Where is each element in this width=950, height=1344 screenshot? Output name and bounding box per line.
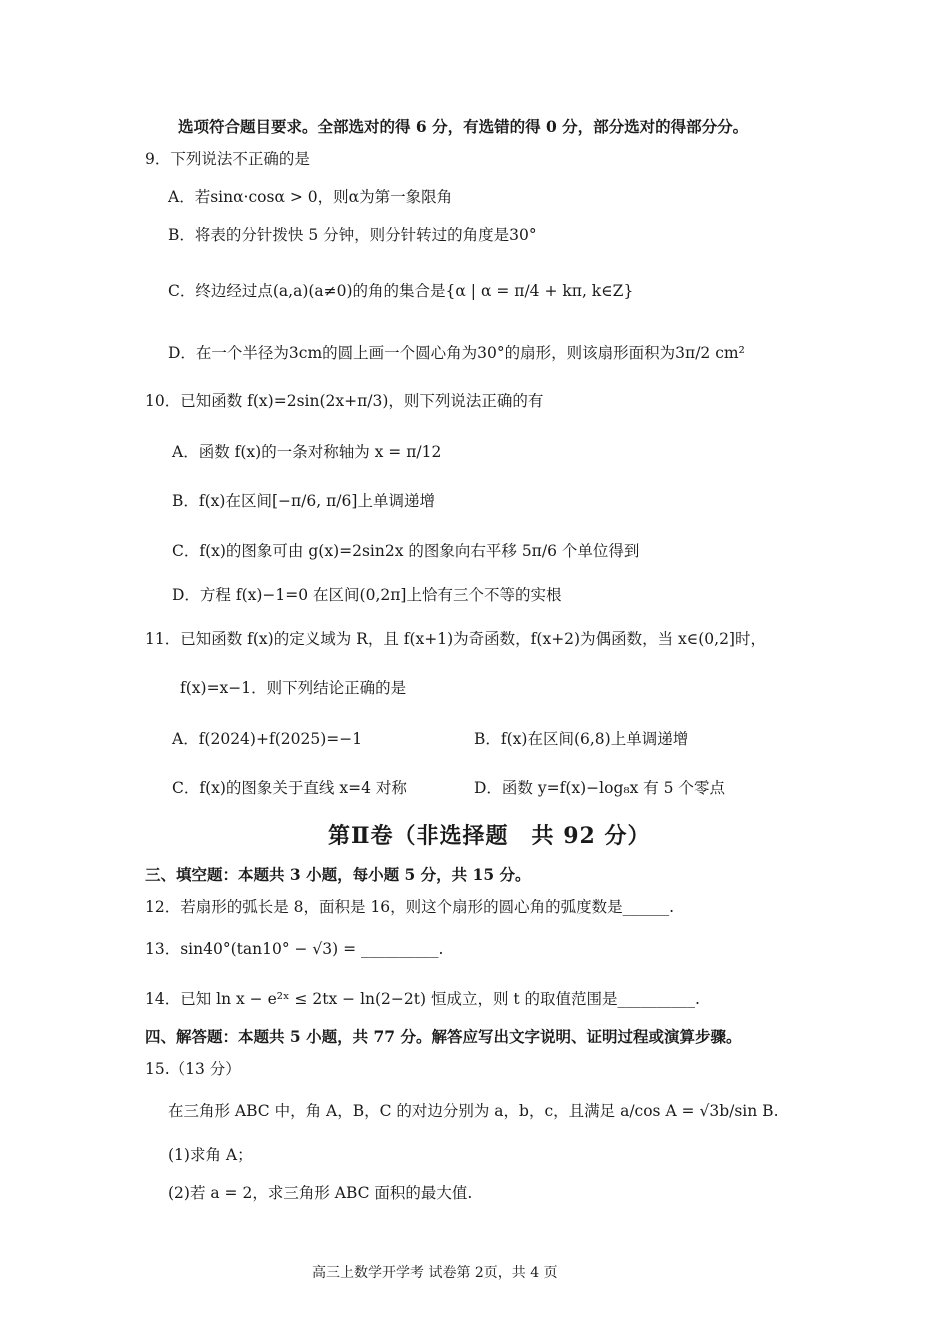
part-4-heading: 四、解答题：本题共 5 小题，共 77 分。解答应写出文字说明、证明过程或演算步骤。 [145,1027,742,1046]
question-9-option-c: C．终边经过点(a,a)(a≠0)的角的集合是{α | α = π/4 + kπ, k∈Z} [168,282,634,300]
question-11-stem: 11．已知函数 f(x)的定义域为 R，且 f(x+1)为奇函数，f(x+2)为偶函数，当 x∈(0,2]时， [145,630,766,648]
question-13: 13．sin40°(tan10° − √3) = __________. [145,940,444,958]
question-11-option-d: D．函数 y=f(x)−log₈x 有 5 个零点 [474,779,725,797]
part-3-heading: 三、填空题：本题共 3 小题，每小题 5 分，共 15 分。 [145,865,531,884]
page-footer: 高三上数学开学考 试卷第 2页，共 4 页 [312,1265,558,1281]
question-9-option-b: B．将表的分针拨快 5 分钟，则分针转过的角度是30° [168,226,537,244]
question-10-option-d: D．方程 f(x)−1=0 在区间(0,2π]上恰有三个不等的实根 [172,586,562,604]
question-15-label: 15.（13 分） [145,1060,241,1078]
question-11-option-a: A．f(2024)+f(2025)=−1 [172,730,363,748]
question-12: 12．若扇形的弧长是 8，面积是 16，则这个扇形的圆心角的弧度数是______. [145,898,675,916]
question-11-option-b: B．f(x)在区间(6,8)上单调递增 [474,730,689,748]
question-15-stem: 在三角形 ABC 中，角 A，B，C 的对边分别为 a，b，c，且满足 a/cos A = √3b/sin B. [168,1102,779,1120]
question-14: 14．已知 ln x − e²ˣ ≤ 2tx − ln(2−2t) 恒成立，则 t 的取值范围是__________. [145,990,700,1008]
question-15-part-2: (2)若 a = 2，求三角形 ABC 面积的最大值. [168,1184,473,1202]
question-9-option-a: A．若sinα·cosα > 0，则α为第一象限角 [168,188,453,206]
question-15-part-1: (1)求角 A； [168,1146,253,1164]
question-9-stem: 9．下列说法不正确的是 [145,150,310,168]
question-11-option-c: C．f(x)的图象关于直线 x=4 对称 [172,779,407,797]
question-11-stem-continued: f(x)=x−1．则下列结论正确的是 [180,679,407,697]
question-10-option-b: B．f(x)在区间[−π/6, π/6]上单调递增 [172,492,435,510]
question-10-option-a: A．函数 f(x)的一条对称轴为 x = π/12 [172,443,442,461]
question-10-stem: 10．已知函数 f(x)=2sin(2x+π/3)，则下列说法正确的有 [145,392,544,410]
instructions-intro: 选项符合题目要求。全部选对的得 6 分，有选错的得 0 分，部分选对的得部分分。 [178,117,749,136]
question-10-option-c: C．f(x)的图象可由 g(x)=2sin2x 的图象向右平移 5π/6 个单位得到 [172,542,640,560]
question-9-option-d: D．在一个半径为3cm的圆上画一个圆心角为30°的扇形，则该扇形面积为3π/2 cm² [168,344,745,362]
section-2-title: 第Ⅱ卷（非选择题 共 92 分） [328,823,651,849]
